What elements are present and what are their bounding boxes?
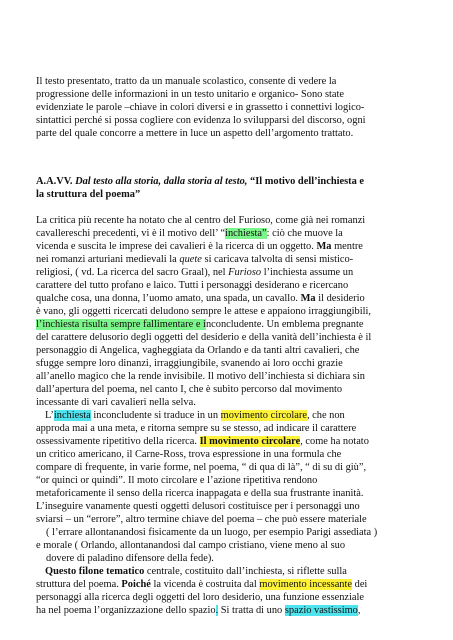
body-line: e morale ( Orlando, allontanandosi dal campo cristiano, viene meno al suo	[36, 540, 346, 551]
heading-title-italic: Dal testo alla storia, dalla storia al testo,	[75, 176, 248, 187]
text-run: dei	[354, 579, 368, 590]
keyword-highlight: spazio vastissimo	[284, 605, 358, 616]
body-line: L’inseguire vanamente questi oggetti delusori costituisce per i personaggi uno	[36, 501, 360, 512]
text-run: nconcludente. Un emblema pregnante	[205, 319, 364, 330]
body-line: compare di frequente, in varie forme, nel poema, “ di qua di là”, “ di su di giù”,	[36, 462, 367, 473]
body-line: sfugge sempre loro dinanzi, irraggiungibile, svanendo ai loro occhi grazie	[36, 358, 343, 369]
body-line	[36, 240, 431, 253]
body-line: ( l’errare allontanandosi fisicamente da un luogo, per esempio Parigi assediata )	[46, 527, 378, 538]
intro-line: progressione delle informazioni in un testo unitario e organico- Sono state	[36, 89, 344, 100]
keyword-highlight: .	[215, 605, 219, 616]
text-run: , come ha notato	[300, 436, 369, 447]
body-line	[36, 253, 431, 266]
keyword-highlight: l’inchiesta risulta sempre fallimentare e i	[36, 319, 206, 330]
text-run: ossessivamente ripetitivo della ricerca.	[36, 436, 197, 447]
text-run: ha nel poema l’organizzazione dello spazio	[36, 605, 216, 616]
text-run: Furioso	[228, 267, 262, 278]
keyword-highlight: movimento incessante	[259, 579, 353, 590]
body-text	[36, 214, 431, 617]
body-line: del carattere delusorio degli oggetti del desiderio e della vanità dell’inchiesta è il	[36, 332, 372, 343]
body-line	[36, 435, 431, 448]
text-run: struttura del poema.	[36, 579, 119, 590]
text-run: la vicenda è costruita dal	[153, 579, 257, 590]
heading-line	[36, 175, 431, 188]
body-line	[36, 266, 431, 279]
heading-author: A.A.VV.	[36, 176, 73, 187]
body-line: approda mai a una meta, e ritorna sempre su se stesso, ad indicare il carattere	[36, 423, 357, 434]
text-run: , che non	[306, 410, 345, 421]
connective: Questo filone tematico	[45, 566, 145, 577]
text-run: si caricava talvolta di sensi mistico-	[204, 254, 354, 265]
body-line: all’anello magico che la rende invisibile. Il motivo dell’inchiesta si dichiara sin	[36, 371, 365, 382]
body-line: personaggi alla ricerca degli oggetti del loro desiderio, una funzione essenziale	[36, 592, 365, 603]
intro-paragraph	[36, 75, 431, 140]
text-run: centrale, costituito dall’inchiesta, si riflette sulla	[146, 566, 347, 577]
text-run: il desiderio	[318, 293, 365, 304]
connective: Poiché	[121, 579, 151, 590]
text-run: cavallereschi precedenti, vi è il motivo dell’ “	[36, 228, 226, 239]
body-line	[36, 604, 431, 617]
body-line: metaforicamente il senso della ricerca inappagata e della sua frustrante inanità.	[36, 488, 364, 499]
keyword-highlight: Il movimento circolare	[199, 436, 301, 447]
body-line: carattere del tutto profano e laico. Tutti i personaggi desiderano e ricercano	[36, 280, 349, 291]
text-run: nei romanzi arturiani medievali la	[36, 254, 177, 265]
body-line: dovere di paladino difensore della fede).	[46, 553, 214, 564]
body-line: dall’apertura del poema, nel canto I, che è subito percorso dal movimento	[36, 384, 343, 395]
text-run: l’inchiesta assume un	[263, 267, 354, 278]
text-run: Si tratta di uno	[218, 605, 283, 616]
intro-line: Il testo presentato, tratto da un manuale scolastico, consente di vedere la	[36, 76, 337, 87]
heading-title: “Il motivo dell’inchiesta e	[250, 176, 365, 187]
body-line	[36, 292, 431, 305]
intro-line: sintattici perché si possa cogliere con evidenza lo svilupparsi del discorso, ogni	[36, 115, 366, 126]
text-run: inconcludente si traduce in un	[93, 410, 219, 421]
text-run: quete	[179, 254, 202, 265]
body-line	[36, 318, 431, 331]
body-line: “or quinci or quindi”. Il moto circolare e l’azione ripetitiva rendono	[36, 475, 318, 486]
body-line: incessante di vari cavalieri nella selva.	[36, 397, 196, 408]
connective: Ma	[300, 293, 316, 304]
body-line: La critica più recente ha notato che al centro del Furioso, come già nei romanzi	[36, 215, 366, 226]
body-line: personaggio di Angelica, vagheggiata da Orlando e da tanti altri cavalieri, che	[36, 345, 360, 356]
text-run: : ciò che muove la	[266, 228, 343, 239]
keyword-highlight: movimento circolare	[220, 410, 307, 421]
keyword-highlight: inchiesta	[53, 410, 91, 421]
section-heading	[36, 175, 431, 201]
body-line: un critico americano, il Carne-Ross, trova espressione in una formula che	[36, 449, 342, 460]
keyword-highlight: inchiesta”	[225, 228, 267, 239]
body-line	[36, 565, 431, 578]
text-run: mentre	[334, 241, 363, 252]
text-run: religiosi, ( vd. La ricerca del sacro Graal), nel	[36, 267, 226, 278]
body-line	[36, 409, 431, 422]
body-line	[36, 227, 431, 240]
text-run: ,	[357, 605, 361, 616]
body-line	[36, 578, 431, 591]
heading-title-cont: la struttura del poema”	[36, 189, 141, 200]
text-run: L’	[45, 410, 54, 421]
body-line: è vano, gli oggetti ricercati deludono sempre le attese e appaiono irraggiungibili,	[36, 306, 371, 317]
text-run: vicenda e suscita le imprese dei cavalieri è la ricerca di un oggetto.	[36, 241, 314, 252]
body-line: sviarsi – un “errore”, altro termine chiave del poema – che può essere materiale	[36, 514, 367, 525]
intro-line: parte del quale concorre a mettere in luce un aspetto dell’argomento trattato.	[36, 128, 354, 139]
intro-line: evidenziate le parole –chiave in colori diversi e in grassetto i connettivi logico-	[36, 102, 365, 113]
connective: Ma	[316, 241, 332, 252]
text-run: qualche cosa, una donna, l’uomo amato, una spada, un cavallo.	[36, 293, 298, 304]
